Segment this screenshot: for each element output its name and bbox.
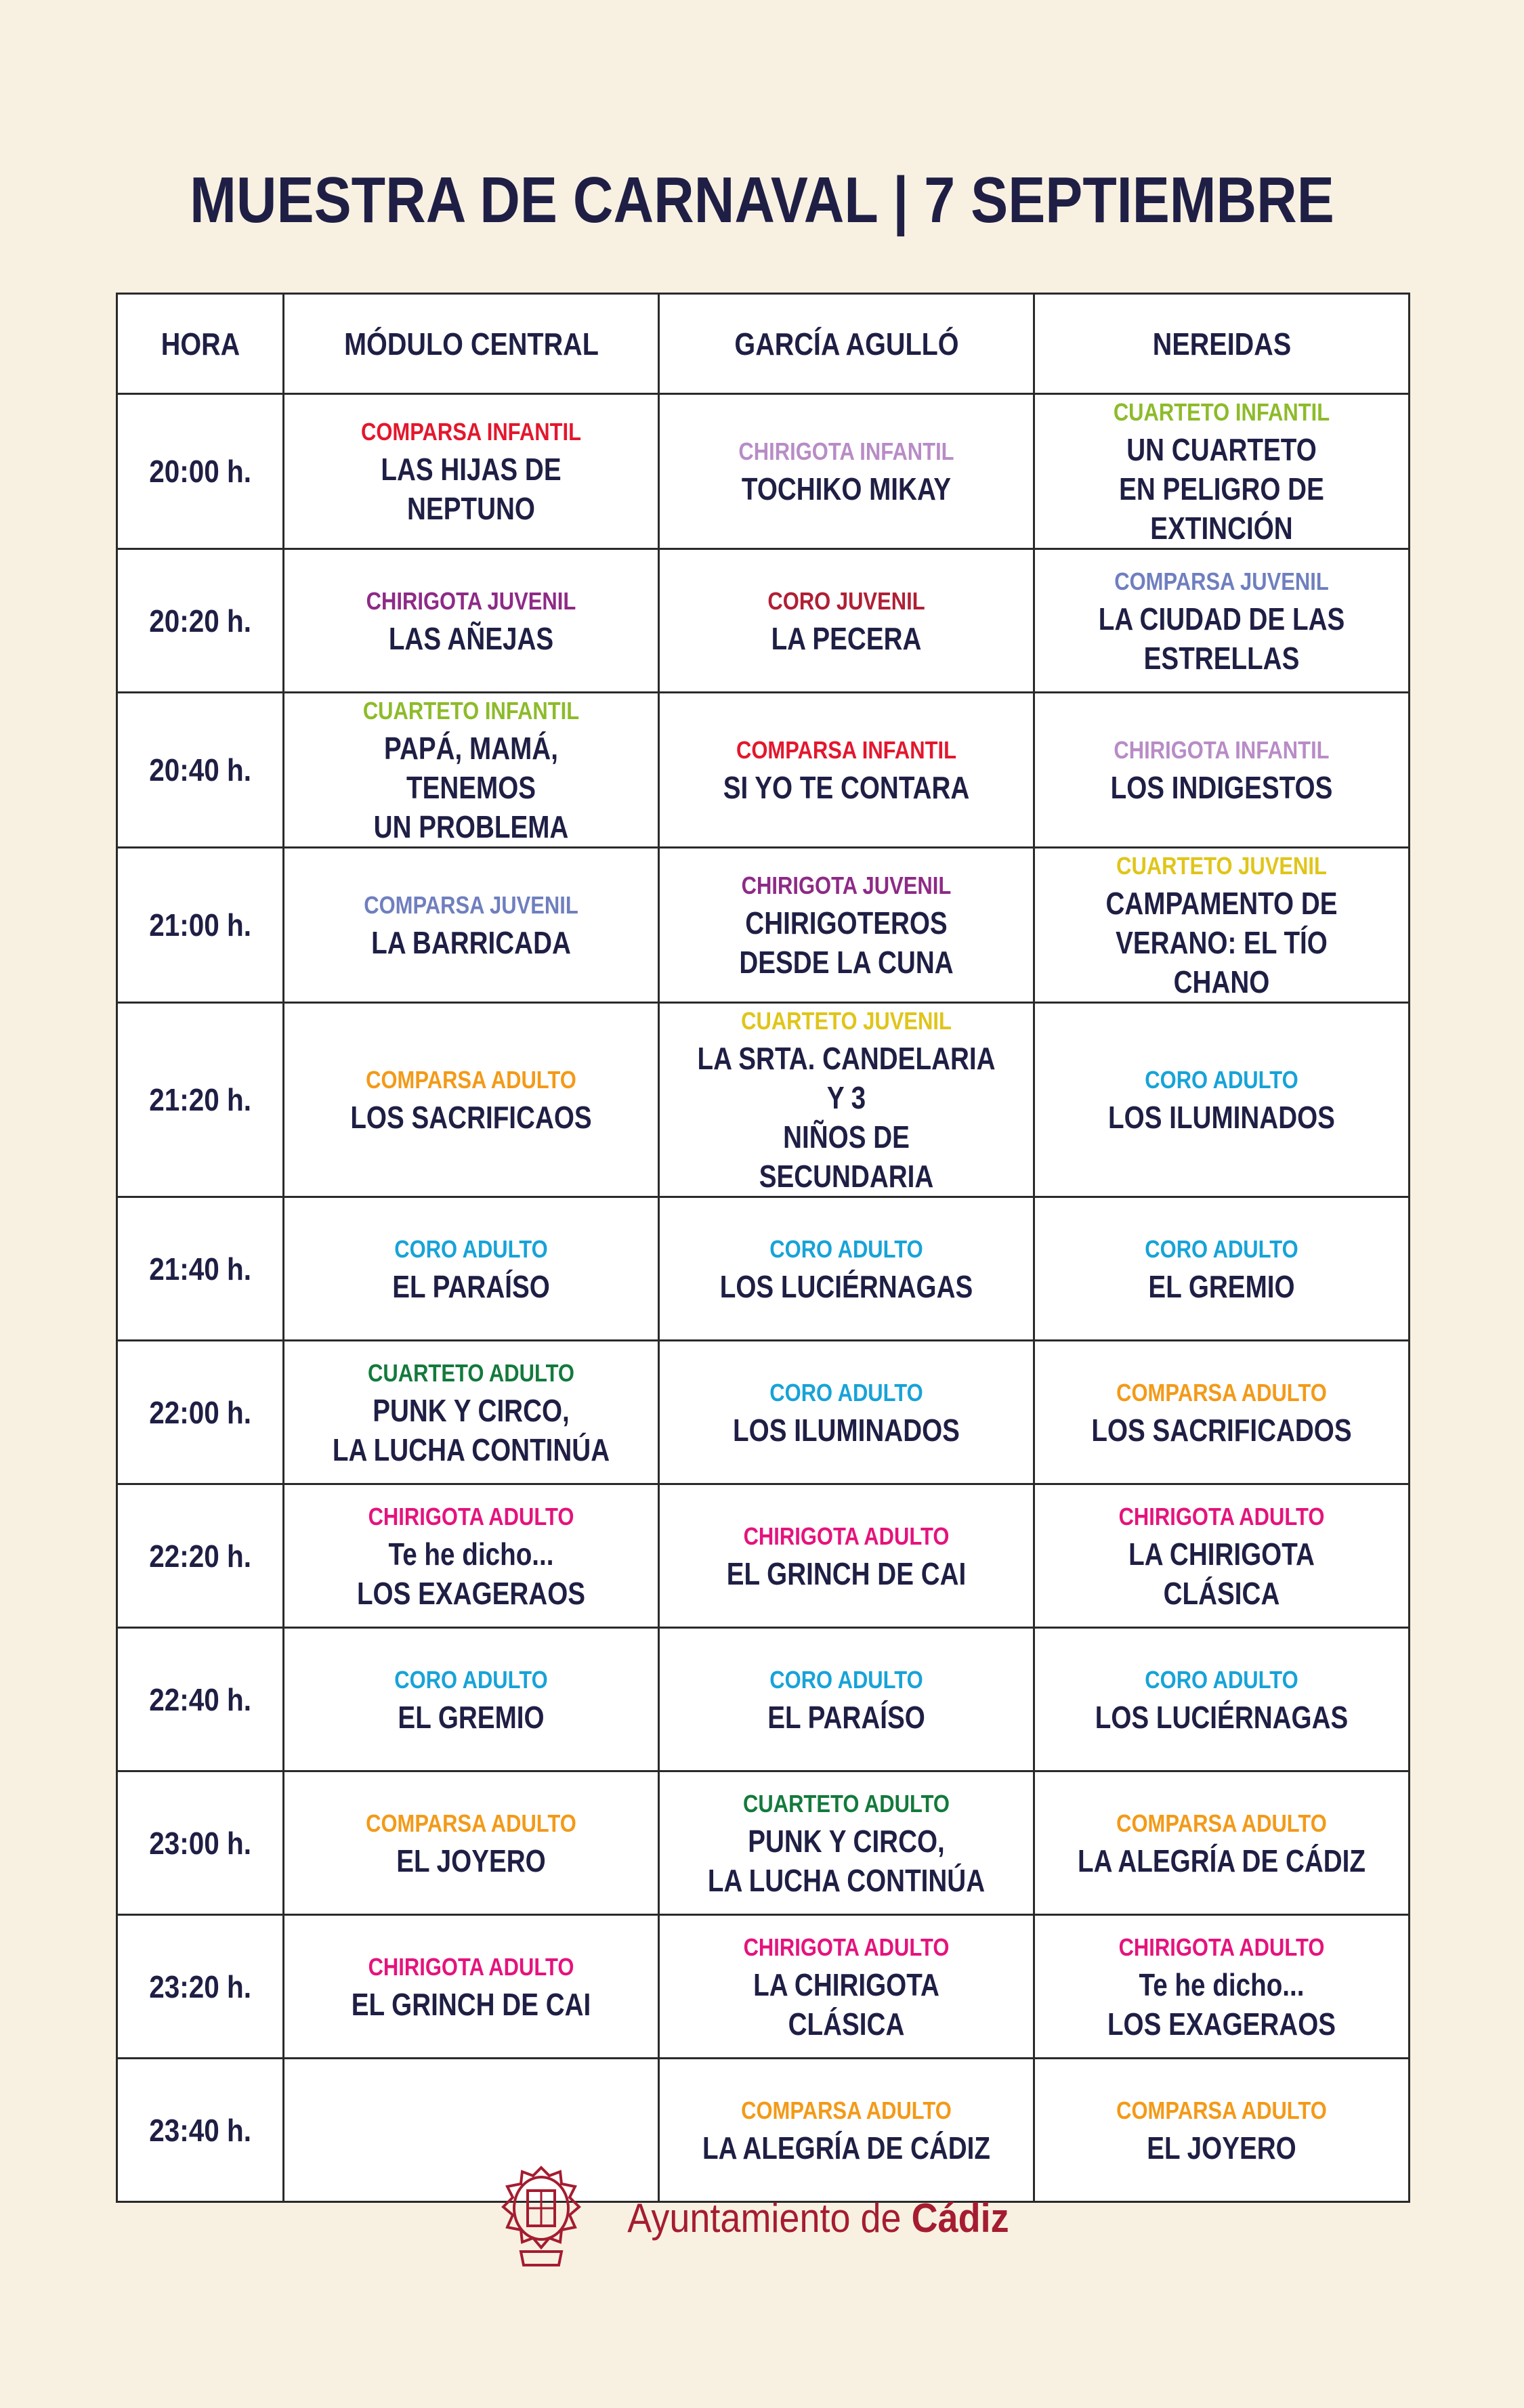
category-label: CUARTETO JUVENIL xyxy=(741,1007,952,1035)
group-name: Te he dicho... LOS EXAGERAOS xyxy=(1107,1966,1336,2042)
group-name: EL PARAÍSO xyxy=(767,1699,925,1735)
group-name: LOS SACRIFICAOS xyxy=(350,1100,592,1135)
performance-cell xyxy=(1034,848,1410,1003)
group-name: EL GRINCH DE CAI xyxy=(351,1986,591,2022)
performance-cell xyxy=(659,394,1034,549)
category-label: CORO ADULTO xyxy=(1145,1665,1298,1694)
performance-cell xyxy=(1034,549,1410,693)
category-label: CHIRIGOTA ADULTO xyxy=(1118,1933,1325,1961)
time-label: 20:40 h. xyxy=(149,752,251,788)
category-label: CHIRIGOTA ADULTO xyxy=(368,1952,574,1981)
category-label: CHIRIGOTA INFANTIL xyxy=(1114,736,1330,764)
time-label: 21:40 h. xyxy=(149,1251,251,1287)
time-cell xyxy=(117,394,284,549)
time-label: 20:00 h. xyxy=(149,454,251,489)
table-row xyxy=(117,1484,1410,1628)
time-cell xyxy=(117,1771,284,1915)
performance-cell xyxy=(284,1197,659,1341)
category-label: COMPARSA ADULTO xyxy=(741,2096,952,2124)
category-label: COMPARSA ADULTO xyxy=(366,1809,576,1837)
category-label: CORO ADULTO xyxy=(394,1234,548,1263)
performance-cell xyxy=(659,1771,1034,1915)
category-label: CORO ADULTO xyxy=(769,1234,923,1263)
group-name: UN CUARTETO EN PELIGRO DE EXTINCIÓN xyxy=(1119,432,1324,546)
time-label: 23:00 h. xyxy=(149,1825,251,1861)
time-cell xyxy=(117,1915,284,2059)
group-name: EL GRINCH DE CAI xyxy=(726,1555,967,1591)
table-row xyxy=(117,1341,1410,1484)
performance-cell xyxy=(659,1003,1034,1197)
category-label: CHIRIGOTA ADULTO xyxy=(743,1522,950,1550)
group-name: EL GREMIO xyxy=(398,1699,545,1735)
performance-cell xyxy=(284,693,659,848)
header-hora: HORA xyxy=(129,294,272,394)
category-label: CORO ADULTO xyxy=(769,1378,923,1406)
category-label: CUARTETO JUVENIL xyxy=(1116,852,1327,880)
group-name: LOS LUCIÉRNAGAS xyxy=(719,1268,973,1304)
performance-cell xyxy=(1034,693,1410,848)
header-garcia-agullo: GARCÍA AGULLÓ xyxy=(685,294,1007,394)
performance-cell xyxy=(284,394,659,549)
category-label: COMPARSA INFANTIL xyxy=(736,736,957,764)
group-name: EL JOYERO xyxy=(1147,2130,1296,2166)
time-label: 22:00 h. xyxy=(149,1394,251,1430)
performance-cell xyxy=(659,549,1034,693)
group-name: LAS HIJAS DE NEPTUNO xyxy=(381,452,562,526)
group-name: LA CHIRIGOTA CLÁSICA xyxy=(753,1966,939,2042)
performance-cell xyxy=(284,1628,659,1771)
group-name: LA PECERA xyxy=(771,620,922,656)
footer xyxy=(0,2160,1524,2275)
category-label: CORO ADULTO xyxy=(394,1665,548,1694)
performance-cell xyxy=(284,549,659,693)
table-row xyxy=(117,848,1410,1003)
group-name: LOS ILUMINADOS xyxy=(1108,1100,1335,1135)
category-label: CHIRIGOTA JUVENIL xyxy=(366,586,576,615)
table-row xyxy=(117,394,1410,549)
group-name: LA ALEGRÍA DE CÁDIZ xyxy=(1077,1843,1366,1878)
category-label: CUARTETO ADULTO xyxy=(742,1789,950,1818)
category-label: CHIRIGOTA ADULTO xyxy=(743,1933,950,1961)
time-cell xyxy=(117,549,284,693)
time-label: 22:40 h. xyxy=(149,1681,251,1717)
brand-prefix: Ayuntamiento de xyxy=(627,2195,912,2241)
category-label: CHIRIGOTA ADULTO xyxy=(368,1502,574,1530)
category-label: COMPARSA INFANTIL xyxy=(360,418,582,446)
time-cell xyxy=(117,693,284,848)
group-name: LA BARRICADA xyxy=(371,925,571,960)
category-label: COMPARSA ADULTO xyxy=(1116,1378,1327,1406)
time-label: 23:20 h. xyxy=(149,1969,251,2004)
group-name: PUNK Y CIRCO, LA LUCHA CONTINÚA xyxy=(332,1392,610,1467)
category-label: CORO ADULTO xyxy=(1145,1066,1298,1094)
brand-city: Cádiz xyxy=(911,2195,1009,2241)
group-name: LA CHIRIGOTA CLÁSICA xyxy=(1128,1536,1315,1611)
page-title: MUESTRA DE CARNAVAL | 7 SEPTIEMBRE xyxy=(190,164,1334,236)
performance-cell xyxy=(284,848,659,1003)
group-name: LA SRTA. CANDELARIA Y 3 NIÑOS DE SECUNDARIA xyxy=(697,1041,996,1194)
performance-cell xyxy=(1034,1341,1410,1484)
group-name: PUNK Y CIRCO, LA LUCHA CONTINÚA xyxy=(707,1823,986,1898)
table-row xyxy=(117,1197,1410,1341)
time-cell xyxy=(117,848,284,1003)
time-label: 20:20 h. xyxy=(149,603,251,639)
group-name: EL GREMIO xyxy=(1148,1268,1295,1304)
performance-cell xyxy=(659,1197,1034,1341)
performance-cell xyxy=(1034,394,1410,549)
performance-cell xyxy=(284,1484,659,1628)
performance-cell xyxy=(284,1771,659,1915)
group-name: EL JOYERO xyxy=(396,1843,546,1878)
category-label: CHIRIGOTA INFANTIL xyxy=(738,437,954,465)
time-cell xyxy=(117,1197,284,1341)
performance-cell xyxy=(1034,1003,1410,1197)
performance-cell xyxy=(659,848,1034,1003)
performance-cell xyxy=(284,1915,659,2059)
header-modulo-central: MÓDULO CENTRAL xyxy=(310,294,632,394)
category-label: CORO ADULTO xyxy=(1145,1234,1298,1263)
time-cell xyxy=(117,1341,284,1484)
table-row xyxy=(117,693,1410,848)
performance-cell xyxy=(284,1341,659,1484)
schedule-body xyxy=(117,394,1410,2202)
city-seal-icon xyxy=(494,2164,589,2272)
table-row xyxy=(117,549,1410,693)
table-row xyxy=(117,1771,1410,1915)
category-label: CUARTETO ADULTO xyxy=(367,1358,575,1387)
performance-cell xyxy=(659,693,1034,848)
time-label: 21:20 h. xyxy=(149,1082,251,1117)
group-name: LOS SACRIFICADOS xyxy=(1091,1412,1352,1448)
group-name: CAMPAMENTO DE VERANO: EL TÍO CHANO xyxy=(1105,886,1338,999)
performance-cell xyxy=(659,1915,1034,2059)
table-header-row xyxy=(117,294,1410,394)
performance-cell xyxy=(659,1628,1034,1771)
performance-cell xyxy=(1034,1197,1410,1341)
performance-cell xyxy=(1034,1771,1410,1915)
time-label: 21:00 h. xyxy=(149,907,251,943)
category-label: COMPARSA JUVENIL xyxy=(364,891,578,919)
performance-cell xyxy=(284,1003,659,1197)
category-label: CORO ADULTO xyxy=(769,1665,923,1694)
performance-cell xyxy=(659,1484,1034,1628)
group-name: LOS ILUMINADOS xyxy=(733,1412,960,1448)
time-cell xyxy=(117,1484,284,1628)
performance-cell xyxy=(659,1341,1034,1484)
category-label: CORO JUVENIL xyxy=(767,586,925,615)
category-label: COMPARSA JUVENIL xyxy=(1114,567,1329,595)
category-label: COMPARSA ADULTO xyxy=(366,1066,576,1094)
group-name: EL PARAÍSO xyxy=(392,1268,550,1304)
group-name: TOCHIKO MIKAY xyxy=(741,471,952,507)
category-label: CHIRIGOTA ADULTO xyxy=(1118,1502,1325,1530)
category-label: COMPARSA ADULTO xyxy=(1116,2096,1327,2124)
group-name: PAPÁ, MAMÁ, TENEMOS UN PROBLEMA xyxy=(373,731,569,844)
header-nereidas: NEREIDAS xyxy=(1060,294,1382,394)
performance-cell xyxy=(1034,1484,1410,1628)
group-name: LA CIUDAD DE LAS ESTRELLAS xyxy=(1098,601,1345,676)
group-name: SI YO TE CONTARA xyxy=(723,770,970,805)
table-row xyxy=(117,1628,1410,1771)
time-label: 22:20 h. xyxy=(149,1538,251,1574)
group-name: LOS LUCIÉRNAGAS xyxy=(1095,1699,1349,1735)
group-name: LOS INDIGESTOS xyxy=(1110,770,1333,805)
time-cell xyxy=(117,1003,284,1197)
table-row xyxy=(117,1915,1410,2059)
time-label: 23:40 h. xyxy=(149,2112,251,2148)
category-label: CUARTETO INFANTIL xyxy=(362,697,580,725)
group-name: CHIRIGOTEROS DESDE LA CUNA xyxy=(739,905,954,980)
table-row xyxy=(117,1003,1410,1197)
brand-name xyxy=(627,2195,1009,2241)
group-name: LAS AÑEJAS xyxy=(388,620,554,656)
time-cell xyxy=(117,1628,284,1771)
category-label: CUARTETO INFANTIL xyxy=(1113,398,1330,426)
performance-cell xyxy=(1034,1915,1410,2059)
category-label: CHIRIGOTA JUVENIL xyxy=(741,872,952,899)
group-name: Te he dicho... LOS EXAGERAOS xyxy=(356,1536,586,1611)
category-label: COMPARSA ADULTO xyxy=(1116,1809,1327,1837)
group-name: LA ALEGRÍA DE CÁDIZ xyxy=(702,2130,991,2166)
schedule-table xyxy=(116,293,1410,2203)
performance-cell xyxy=(1034,1628,1410,1771)
